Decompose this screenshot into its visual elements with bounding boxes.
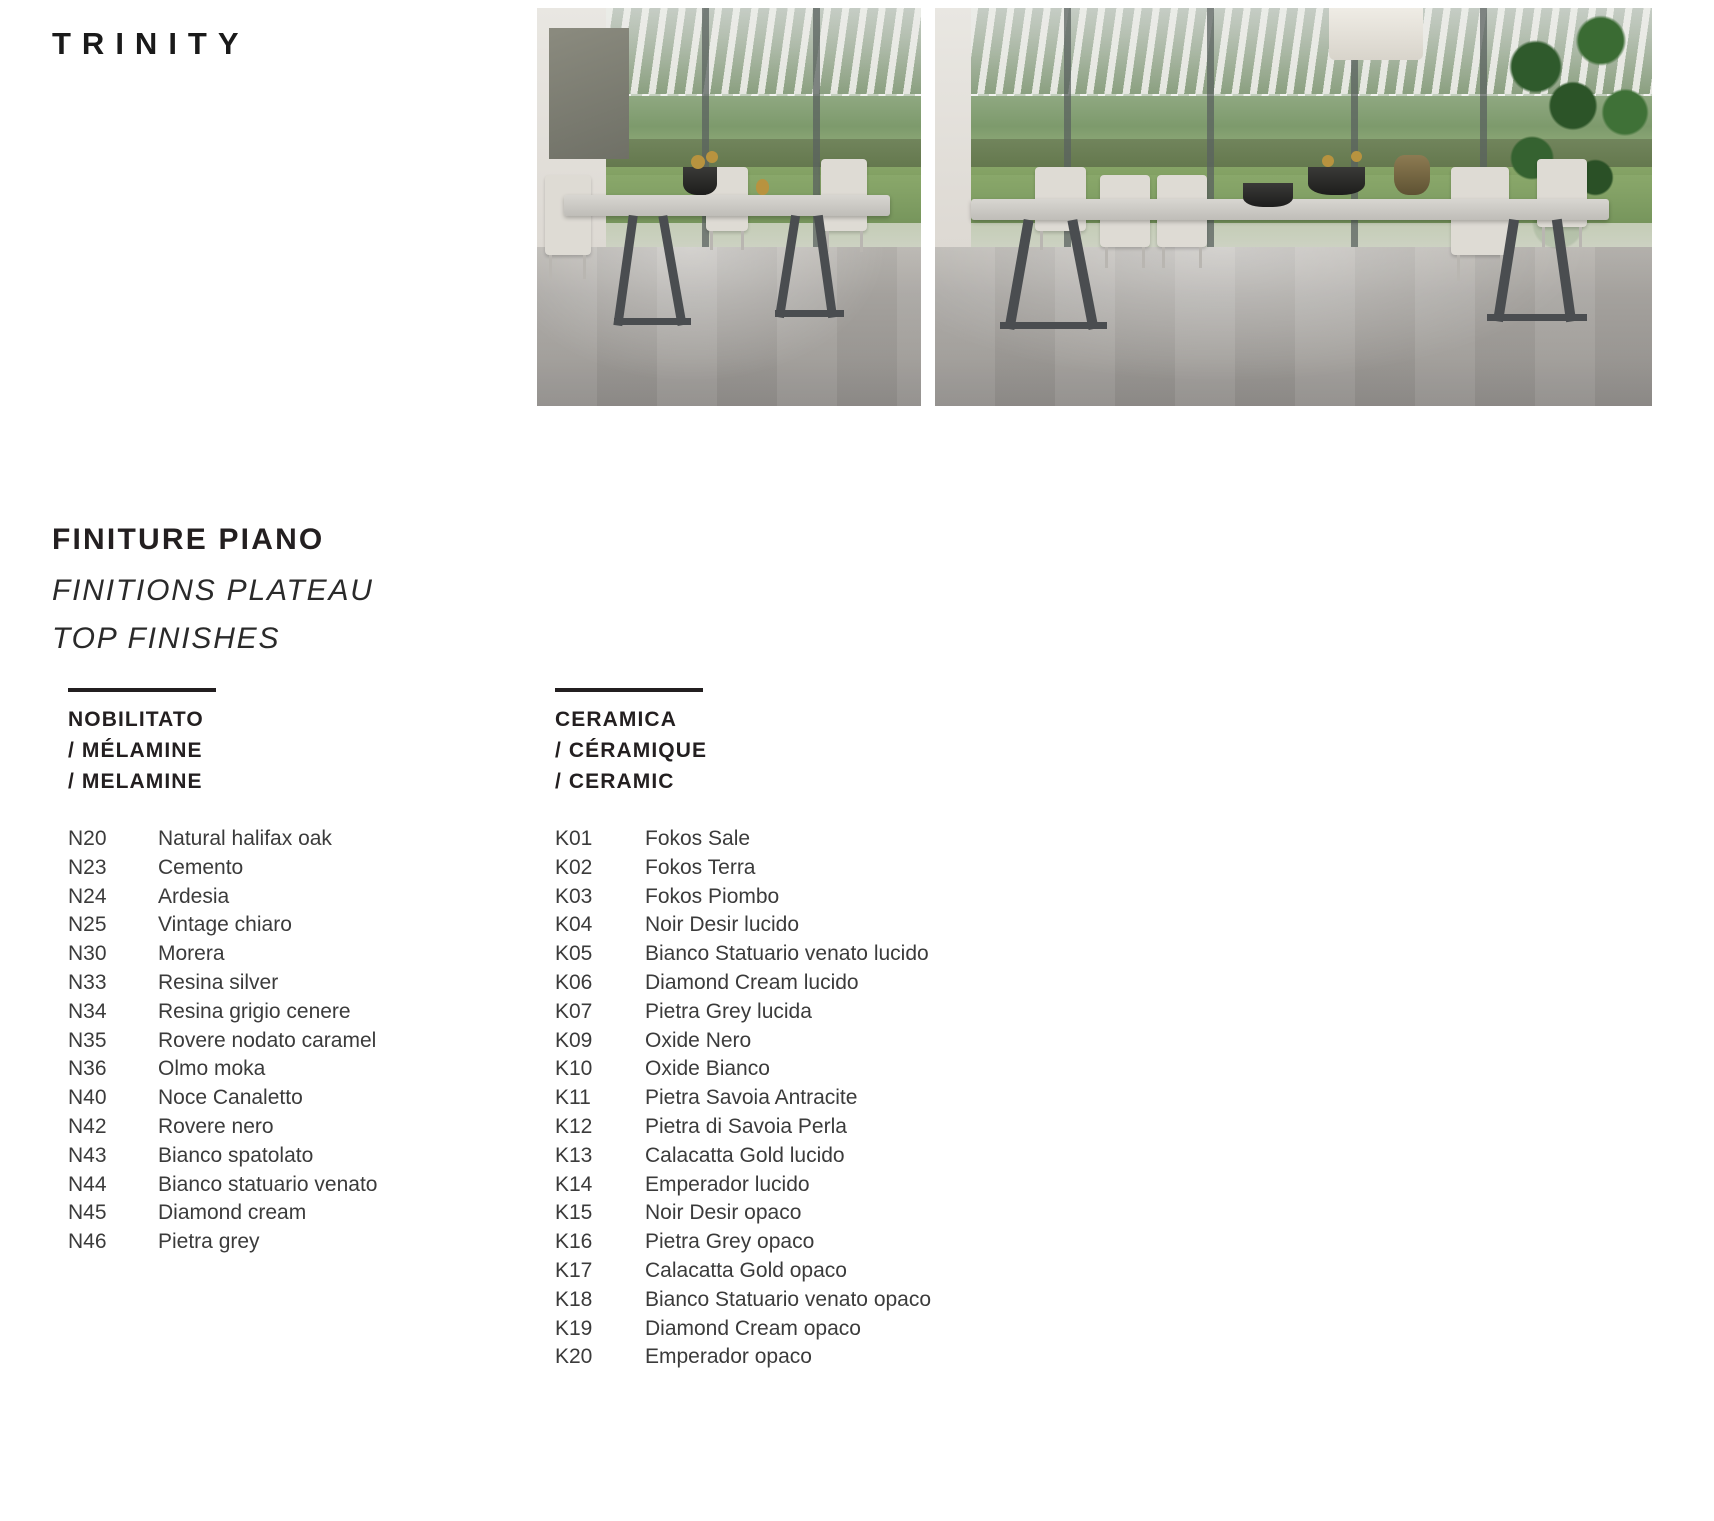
list-item [555, 1027, 1255, 1056]
column-heading-it: CERAMICA [555, 708, 677, 731]
pendant-lamp [1329, 8, 1422, 60]
fruit-bowl [1308, 167, 1365, 195]
section-title-it: FINITURE PIANO [52, 523, 325, 556]
finish-code: K14 [555, 1172, 593, 1196]
finish-list [68, 825, 538, 1257]
list-item [68, 1027, 538, 1056]
finish-name: Fokos Piombo [645, 884, 780, 908]
finish-name: Bianco spatolato [158, 1143, 314, 1167]
finish-name: Diamond Cream lucido [645, 970, 859, 994]
product-photo-right [935, 8, 1652, 406]
finish-name: Olmo moka [158, 1057, 266, 1081]
room-scene [537, 8, 921, 406]
table-top [564, 195, 890, 216]
column-heading-fr: / CÉRAMIQUE [555, 739, 708, 762]
list-item [555, 1199, 1255, 1228]
finish-code: K15 [555, 1201, 593, 1225]
list-item [68, 825, 538, 854]
column-heading-fr: / MÉLAMINE [68, 739, 203, 762]
list-item [68, 969, 538, 998]
finish-name: Fokos Terra [645, 855, 756, 879]
list-item [68, 911, 538, 940]
finish-code: N44 [68, 1172, 107, 1196]
finish-code: N35 [68, 1028, 107, 1052]
column-heading-it: NOBILITATO [68, 708, 204, 731]
column-heading-en: / MELAMINE [68, 770, 203, 793]
finish-code: K05 [555, 942, 593, 966]
finish-code: N45 [68, 1201, 107, 1225]
table-leg-foot [775, 310, 844, 317]
finish-column-melamine [68, 688, 538, 1257]
finish-name: Bianco Statuario venato lucido [645, 942, 929, 966]
finish-name: Pietra Grey lucida [645, 999, 812, 1023]
fruit-bowl [683, 167, 718, 195]
wall-artwork [549, 28, 630, 159]
finish-name: Fokos Sale [645, 827, 751, 850]
finish-name: Oxide Bianco [645, 1057, 770, 1081]
list-item [555, 940, 1255, 969]
table-leg-foot [1487, 314, 1587, 321]
finish-code: N40 [68, 1086, 107, 1110]
list-item [68, 1055, 538, 1084]
list-item [555, 1084, 1255, 1113]
finish-code: K09 [555, 1028, 593, 1052]
finish-code: K04 [555, 913, 593, 937]
list-item [555, 998, 1255, 1027]
finish-name: Diamond Cream opaco [645, 1316, 861, 1340]
finish-name: Bianco statuario venato [158, 1172, 378, 1196]
finish-name: Calacatta Gold lucido [645, 1143, 845, 1167]
finish-code: K18 [555, 1287, 593, 1311]
finish-code: K03 [555, 884, 593, 908]
finish-name: Pietra grey [158, 1230, 260, 1254]
section-title-en: TOP FINISHES [52, 622, 281, 655]
finish-code: N25 [68, 913, 107, 937]
finish-name: Resina grigio cenere [158, 999, 351, 1023]
finish-code: N20 [68, 827, 107, 850]
finish-code: K20 [555, 1345, 593, 1369]
finish-code: K07 [555, 999, 593, 1023]
column-rule [68, 688, 216, 692]
list-item [555, 1257, 1255, 1286]
list-item [555, 1171, 1255, 1200]
product-photo-left [537, 8, 921, 406]
finish-code: K13 [555, 1143, 593, 1167]
column-heading [555, 704, 1255, 797]
finish-column-ceramic [555, 688, 1255, 1372]
list-item [555, 1142, 1255, 1171]
column-heading [68, 704, 538, 797]
list-item [555, 1343, 1255, 1372]
fruit-bowl [1243, 183, 1293, 207]
list-item [555, 969, 1255, 998]
finish-name: Morera [158, 942, 225, 966]
finish-name: Vintage chiaro [158, 913, 292, 937]
finish-name: Calacatta Gold opaco [645, 1258, 847, 1282]
finish-name: Emperador opaco [645, 1345, 812, 1369]
finish-name: Natural halifax oak [158, 827, 332, 850]
list-item [555, 854, 1255, 883]
pergola [606, 8, 921, 96]
finish-name: Bianco Statuario venato opaco [645, 1287, 932, 1311]
finish-name: Diamond cream [158, 1201, 307, 1225]
floor [537, 247, 921, 406]
column-rule [555, 688, 703, 692]
finish-code: N43 [68, 1143, 107, 1167]
photo-strip [537, 8, 1652, 406]
list-item [555, 825, 1255, 854]
list-item [555, 1228, 1255, 1257]
finish-code: N42 [68, 1114, 107, 1138]
list-item [555, 1286, 1255, 1315]
finish-name: Emperador lucido [645, 1172, 810, 1196]
list-item [68, 854, 538, 883]
finish-name: Oxide Nero [645, 1028, 752, 1052]
finish-code: N46 [68, 1230, 107, 1254]
finish-list [555, 825, 1255, 1372]
finish-code: K01 [555, 827, 593, 850]
list-item [68, 940, 538, 969]
finish-code: N34 [68, 999, 107, 1023]
finish-code: K10 [555, 1057, 593, 1081]
table-leg-foot [614, 318, 691, 325]
finish-code: K12 [555, 1114, 593, 1138]
finish-code: K02 [555, 855, 593, 879]
finish-name: Noir Desir opaco [645, 1201, 802, 1225]
fruit [756, 179, 769, 195]
finish-name: Rovere nodato caramel [158, 1028, 377, 1052]
list-item [555, 1055, 1255, 1084]
finish-name: Ardesia [158, 884, 230, 908]
finish-name: Pietra Grey opaco [645, 1230, 815, 1254]
finish-code: N36 [68, 1057, 107, 1081]
list-item [68, 1142, 538, 1171]
table-leg-foot [1000, 322, 1108, 329]
finish-name: Cemento [158, 855, 244, 879]
finish-code: K11 [555, 1086, 591, 1110]
finish-name: Pietra Savoia Antracite [645, 1086, 858, 1110]
column-heading-en: / CERAMIC [555, 770, 675, 793]
list-item [68, 883, 538, 912]
list-item [555, 911, 1255, 940]
finish-code: N23 [68, 855, 107, 879]
list-item [555, 883, 1255, 912]
finish-name: Resina silver [158, 970, 279, 994]
list-item [68, 1084, 538, 1113]
finish-code: N30 [68, 942, 107, 966]
list-item [68, 998, 538, 1027]
finish-code: K19 [555, 1316, 593, 1340]
finish-code: K06 [555, 970, 593, 994]
teapot [1394, 155, 1430, 195]
room-scene [935, 8, 1652, 406]
finish-code: N33 [68, 970, 107, 994]
finish-name: Rovere nero [158, 1114, 274, 1138]
finish-name: Pietra di Savoia Perla [645, 1114, 847, 1138]
list-item [68, 1113, 538, 1142]
finish-name: Noce Canaletto [158, 1086, 303, 1110]
finish-code: K17 [555, 1258, 593, 1282]
brand-wordmark: TRINITY [52, 26, 250, 61]
fruit [691, 155, 705, 169]
finish-code: K16 [555, 1230, 593, 1254]
list-item [68, 1171, 538, 1200]
list-item [68, 1199, 538, 1228]
list-item [555, 1113, 1255, 1142]
list-item [68, 1228, 538, 1257]
list-item [555, 1315, 1255, 1344]
finish-name: Noir Desir lucido [645, 913, 800, 937]
section-title-fr: FINITIONS PLATEAU [52, 574, 374, 607]
finish-code: N24 [68, 884, 107, 908]
